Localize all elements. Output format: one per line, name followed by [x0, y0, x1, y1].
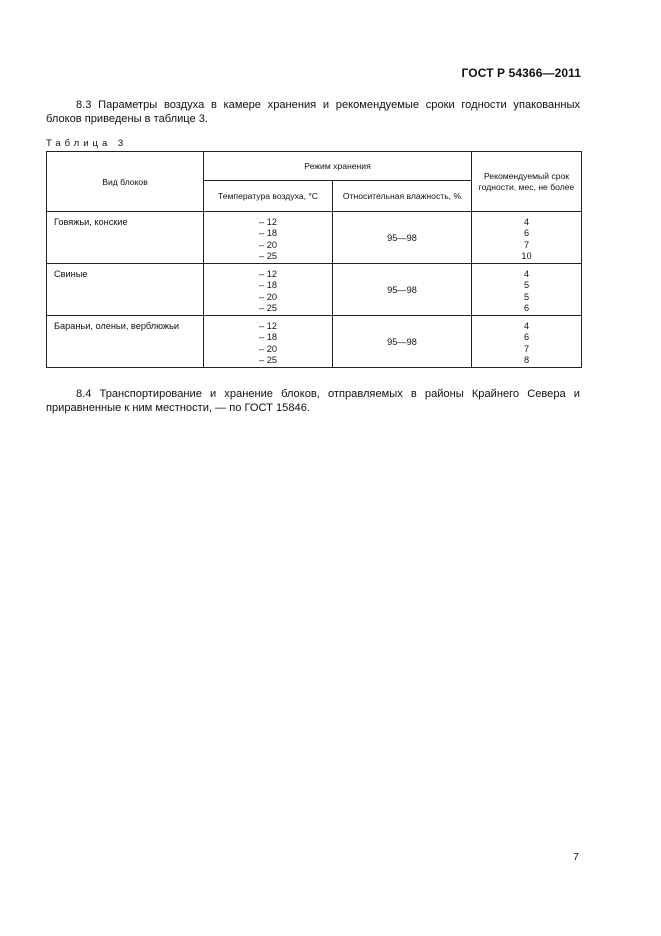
table-caption: Таблица 3 [46, 138, 128, 149]
paragraph-8-4-text: 8.4 Транспортирование и хранение блоков, отправляемых в районы Крайнего Севера и приравненные к ним местности, — по ГОСТ 15846. [46, 388, 580, 414]
shelf-life-value: 4 [523, 269, 530, 279]
table-header-row [47, 152, 582, 181]
cell-temperatures [204, 316, 333, 368]
cell-kind: Бараньи, оленьи, верблюжьи [47, 316, 204, 368]
temperature-value: – 25 [259, 354, 277, 365]
cell-temperatures [204, 264, 333, 316]
table-row [47, 212, 582, 264]
temperature-value: – 12 [259, 217, 277, 227]
cell-humidity: 95—98 [333, 316, 472, 368]
temperature-value: – 25 [259, 250, 277, 261]
temperature-value: – 12 [259, 269, 277, 279]
shelf-life-value: 6 [523, 302, 530, 313]
storage-parameters-table [46, 151, 582, 368]
shelf-life-value: 6 [523, 228, 530, 239]
cell-shelf-life [472, 316, 582, 368]
paragraph-8-4 [46, 387, 580, 415]
temperature-value: – 25 [259, 302, 277, 313]
shelf-life-value: 4 [523, 217, 530, 227]
header-humidity: Относительная влажность, % [333, 181, 472, 212]
shelf-life-value: 5 [523, 280, 530, 291]
temperature-value: – 20 [259, 343, 277, 354]
temperature-value: – 18 [259, 332, 277, 343]
cell-shelf-life [472, 264, 582, 316]
temperature-value: – 12 [259, 321, 277, 331]
cell-shelf-life [472, 212, 582, 264]
shelf-life-value: 7 [523, 239, 530, 250]
document-code-header: ГОСТ Р 54366—2011 [461, 66, 581, 80]
header-shelf-life: Рекомендуемый срок годности, мес, не более [472, 152, 582, 212]
page-number: 7 [573, 851, 579, 863]
shelf-life-value: 7 [523, 343, 530, 354]
paragraph-8-3-text: 8.3 Параметры воздуха в камере хранения и рекомендуемые сроки годности упакованных блоков приведены в таблице 3. [46, 99, 580, 125]
paragraph-8-3 [46, 98, 580, 126]
cell-humidity: 95—98 [333, 212, 472, 264]
shelf-life-value: 8 [523, 354, 530, 365]
table-row [47, 264, 582, 316]
shelf-life-value: 5 [523, 291, 530, 302]
header-kind: Вид блоков [47, 152, 204, 212]
temperature-value: – 18 [259, 280, 277, 291]
cell-humidity: 95—98 [333, 264, 472, 316]
header-storage-regime: Режим хранения [204, 152, 472, 181]
temperature-value: – 18 [259, 228, 277, 239]
cell-temperatures [204, 212, 333, 264]
shelf-life-value: 10 [521, 250, 532, 261]
cell-kind: Говяжьи, конские [47, 212, 204, 264]
header-temperature: Температура воздуха, °С [204, 181, 333, 212]
cell-kind: Свиные [47, 264, 204, 316]
shelf-life-value: 4 [523, 321, 530, 331]
temperature-value: – 20 [259, 291, 277, 302]
shelf-life-value: 6 [523, 332, 530, 343]
table-row [47, 316, 582, 368]
temperature-value: – 20 [259, 239, 277, 250]
